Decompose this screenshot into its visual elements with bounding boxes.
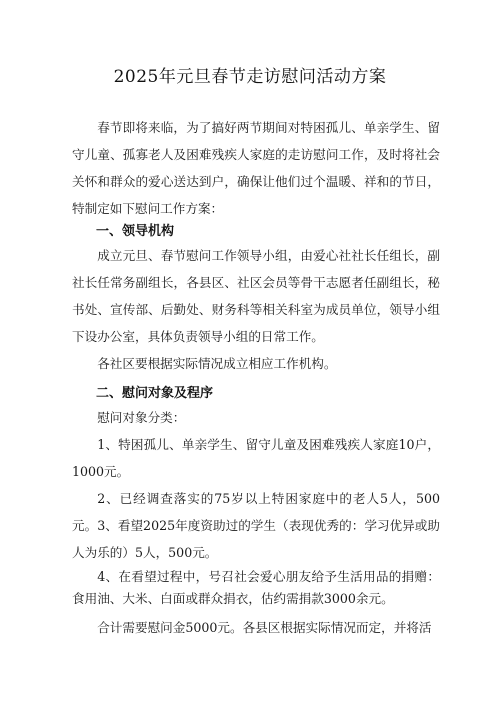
leadership-paragraph: 成立元旦、春节慰问工作领导小组，由爱心社社长任组长，副社长任常务副组长，各县区、社区会员等骨干志愿者任副组长，秘书处、宣传部、后勤处、财务科等相关科室为成员单位，领导小组下设办公室，具体负责领导小组的日常工作。 bbox=[72, 248, 440, 344]
recipient-category-label: 慰问对象分类： bbox=[97, 410, 186, 425]
section-heading-leadership: 一、领导机构 bbox=[96, 224, 175, 239]
list-item: 1、特困孤儿、单亲学生、留守儿童及困难残疾人家庭10户，1000元。 bbox=[72, 437, 440, 479]
list-item: 2、已经调查落实的75岁以上特困家庭中的老人5人，500元。 bbox=[72, 491, 440, 533]
intro-paragraph: 春节即将来临，为了搞好两节期间对特困孤儿、单亲学生、留守儿童、孤寡老人及困难残疾人家庭的走访慰问工作，及时将社会关怀和群众的爱心送达到户，确保让他们过个温暖、祥和的节日，特制定如下慰问工作方案： bbox=[72, 120, 440, 216]
section-heading-recipients: 二、慰问对象及程序 bbox=[96, 386, 214, 401]
list-item: 4、在看望过程中，号召社会爱心朋友给予生活用品的捐赠：食用油、大米、白面或群众捐衣，估约需捐款3000余元。 bbox=[72, 569, 440, 606]
list-item: 3、看望2025年度资助过的学生（表现优秀的：学习优异或助人为乐的）5人，500元。 bbox=[72, 518, 440, 560]
community-paragraph: 各社区要根据实际情况成立相应工作机构。 bbox=[97, 356, 337, 371]
total-paragraph: 合计需要慰问金5000元。各县区根据实际情况而定，并将活 bbox=[97, 620, 432, 635]
document-title: 2025年元旦春节走访慰问活动方案 bbox=[113, 67, 387, 87]
